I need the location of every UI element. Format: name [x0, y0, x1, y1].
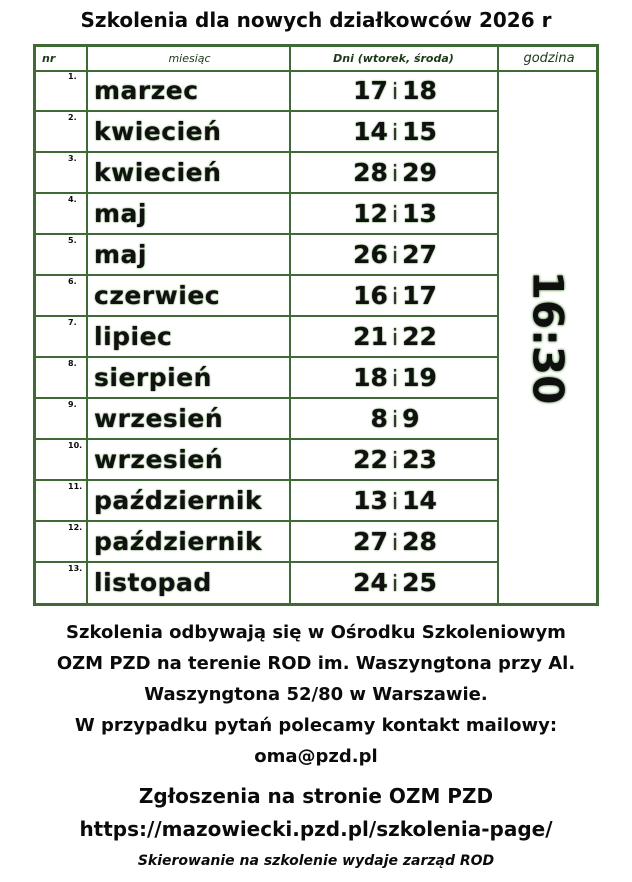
row-day-first: 24	[353, 568, 388, 597]
header-nr: nr	[42, 52, 56, 65]
day-separator: i	[391, 203, 399, 228]
registration-url: https://mazowiecki.pzd.pl/szkolenia-page/	[79, 817, 553, 841]
page-title: Szkolenia dla nowych działkowców 2026 r	[80, 8, 552, 32]
info-line: W przypadku pytań polecamy kontakt mailowy:	[74, 715, 558, 736]
day-separator: i	[391, 121, 399, 146]
row-day-first: 12	[353, 199, 388, 228]
registration-block	[0, 780, 632, 846]
row-day-second: 28	[402, 527, 437, 556]
row-number: 11.	[68, 482, 83, 491]
row-day-second: 27	[402, 240, 437, 269]
header-month: miesiąc	[168, 52, 211, 65]
info-line: OZM PZD na terenie ROD im. Waszyngtona przy Al.	[56, 653, 576, 674]
row-month: październik	[94, 486, 263, 515]
row-day-second: 18	[402, 76, 437, 105]
row-month: październik	[94, 527, 263, 556]
row-month: listopad	[94, 568, 212, 597]
day-separator: i	[391, 285, 399, 310]
row-days	[294, 483, 496, 519]
table-row	[36, 276, 499, 315]
day-separator: i	[391, 244, 399, 269]
row-day-first: 8	[370, 404, 388, 433]
header-days: Dni (wtorek, środa)	[333, 52, 454, 65]
row-days	[294, 196, 496, 232]
table-row	[36, 440, 499, 479]
row-month: marzec	[94, 76, 199, 105]
row-month: lipiec	[94, 322, 173, 351]
row-number: 4.	[68, 195, 77, 204]
row-day-first: 28	[353, 158, 388, 187]
row-number: 8.	[68, 359, 77, 368]
row-day-second: 13	[402, 199, 437, 228]
row-days	[294, 401, 496, 437]
row-number: 1.	[68, 72, 77, 81]
schedule-table	[33, 44, 599, 606]
referral-note: Skierowanie na szkolenie wydaje zarząd ROD	[137, 853, 495, 869]
info-line: Waszyngtona 52/80 w Warszawie.	[144, 684, 488, 705]
registration-line: Zgłoszenia na stronie OZM PZD	[138, 784, 494, 808]
table-row	[36, 194, 499, 233]
row-month: maj	[94, 199, 147, 228]
row-days	[294, 360, 496, 396]
row-number: 3.	[68, 154, 77, 163]
row-days	[294, 524, 496, 560]
row-day-second: 29	[402, 158, 437, 187]
row-month: czerwiec	[94, 281, 221, 310]
row-day-second: 23	[402, 445, 437, 474]
row-day-second: 14	[402, 486, 437, 515]
info-line: Szkolenia odbywają się w Ośrodku Szkoleniowym	[66, 622, 566, 643]
row-day-first: 13	[353, 486, 388, 515]
row-number: 12.	[68, 523, 83, 532]
row-number: 2.	[68, 113, 77, 122]
day-separator: i	[391, 162, 399, 187]
table-row	[36, 153, 499, 192]
row-day-second: 25	[402, 568, 437, 597]
table-row	[36, 563, 499, 602]
row-days	[294, 155, 496, 191]
day-separator: i	[391, 572, 399, 597]
row-day-first: 18	[353, 363, 388, 392]
row-days	[294, 278, 496, 314]
day-separator: i	[391, 326, 399, 351]
day-separator: i	[391, 531, 399, 556]
day-separator: i	[391, 80, 399, 105]
day-separator: i	[391, 367, 399, 392]
day-separator: i	[391, 449, 399, 474]
row-month: wrzesień	[94, 404, 224, 433]
header-hour: godzina	[523, 51, 575, 66]
row-day-first: 27	[353, 527, 388, 556]
row-number: 7.	[68, 318, 77, 327]
contact-email: oma@pzd.pl	[254, 746, 378, 767]
row-month: wrzesień	[94, 445, 224, 474]
row-day-first: 17	[353, 76, 388, 105]
row-day-second: 15	[402, 117, 437, 146]
row-day-first: 21	[353, 322, 388, 351]
row-day-first: 14	[353, 117, 388, 146]
table-row	[36, 399, 499, 438]
row-days	[294, 442, 496, 478]
row-number: 5.	[68, 236, 77, 245]
hour-value: 16:30	[523, 270, 573, 404]
table-row	[36, 481, 499, 520]
row-number: 9.	[68, 400, 77, 409]
row-month: sierpień	[94, 363, 212, 392]
row-number: 13.	[68, 564, 83, 573]
hour-cell	[499, 71, 596, 603]
row-day-second: 19	[402, 363, 437, 392]
day-separator: i	[391, 490, 399, 515]
row-days	[294, 73, 496, 109]
table-row	[36, 235, 499, 274]
table-row	[36, 71, 499, 110]
row-day-second: 17	[402, 281, 437, 310]
table-row	[36, 522, 499, 561]
row-month: kwiecień	[94, 158, 222, 187]
day-separator: i	[391, 408, 399, 433]
row-days	[294, 237, 496, 273]
row-day-first: 26	[353, 240, 388, 269]
table-row	[36, 317, 499, 356]
row-days	[294, 319, 496, 355]
row-day-first: 22	[353, 445, 388, 474]
table-row	[36, 358, 499, 397]
row-day-first: 16	[353, 281, 388, 310]
table-row	[36, 112, 499, 151]
row-days	[294, 114, 496, 150]
row-month: maj	[94, 240, 147, 269]
row-month: kwiecień	[94, 117, 222, 146]
row-day-second: 22	[402, 322, 437, 351]
info-block	[0, 617, 632, 772]
row-number: 10.	[68, 441, 83, 450]
row-day-second: 9	[402, 404, 420, 433]
row-days	[294, 565, 496, 601]
row-number: 6.	[68, 277, 77, 286]
